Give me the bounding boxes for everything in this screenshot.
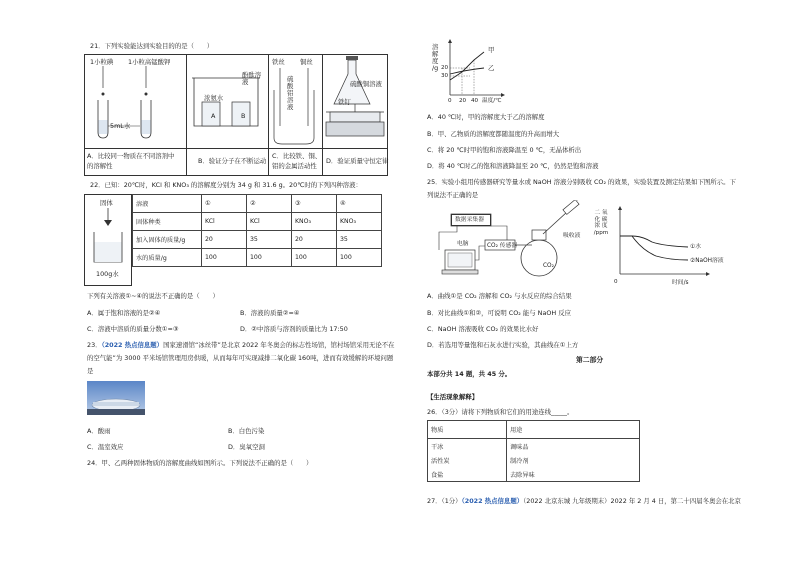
q23-line2: 的空气能”为 3000 平米场馆管理用房供暖，从而每年可实现减排二氧化碳 160吨，进而有效缓解的环境问题 bbox=[87, 354, 394, 362]
apparatus-gas: CO₂ bbox=[543, 263, 554, 269]
apparatus-sensor: CO₂ 传感器 bbox=[487, 243, 518, 249]
table-cell: 活性炭 bbox=[428, 453, 507, 467]
fig-c-copper: 铜丝 bbox=[300, 58, 313, 66]
q23-tag: （2022 热点信息题） bbox=[101, 341, 164, 349]
table-cell: 去除异味 bbox=[507, 467, 640, 482]
fig-a-label-water: 5mL水 bbox=[110, 122, 131, 130]
apparatus-collector: 数据采集器 bbox=[455, 217, 484, 223]
q24-stem: 24．甲、乙两种固体物质的溶解度曲线如图所示。下列说法不正确的是（ ） bbox=[87, 459, 313, 467]
q23-option-a: A．酸雨 bbox=[87, 427, 111, 435]
table-cell: 固体种类 bbox=[133, 213, 202, 231]
ylabel-char: 化 bbox=[594, 216, 601, 223]
table-cell: 制冷剂 bbox=[507, 453, 640, 467]
table-cell: ① bbox=[202, 195, 247, 213]
table-cell: KNO₃ bbox=[337, 213, 382, 231]
q21-option-d: D．验证质量守恒定律 bbox=[326, 157, 389, 165]
syringe-icon bbox=[563, 200, 579, 214]
q23-line3: 是 bbox=[87, 367, 94, 375]
series-label-jia: 甲 bbox=[488, 46, 495, 54]
q22-option-a: A．属于饱和溶液的是②④ bbox=[87, 309, 161, 317]
q25-option-a: A．曲线①是 CO₂ 溶解和 CO₂ 与水反应的综合结果 bbox=[427, 292, 572, 300]
chart2-xlabel: 时间/s bbox=[672, 280, 689, 286]
table-cell: ④ bbox=[337, 195, 382, 213]
apparatus-computer: 电脑 bbox=[457, 241, 469, 247]
fig-b-phenol: 酚酞溶液 bbox=[242, 71, 262, 86]
q27-text: （2022 北京东城 九年级期末）2022 年 2 月 4 日，第二十四届冬奥会在北京 bbox=[523, 497, 741, 505]
table-cell: KCl bbox=[202, 213, 247, 231]
q23-option-c: C．温室效应 bbox=[87, 443, 124, 451]
q22-option-d: D．②中溶质与溶剂的质量比为 17:50 bbox=[240, 325, 348, 333]
fig-c-solution: 硫酸铝溶液 bbox=[287, 75, 294, 111]
q21-option-c-line2: 铝的金属活动性 bbox=[272, 162, 317, 170]
table-row bbox=[133, 213, 382, 231]
chart2-origin: 0 bbox=[614, 279, 618, 285]
q27-line bbox=[427, 497, 741, 505]
y-axis-arrow bbox=[618, 206, 622, 210]
table-cell: 食盐 bbox=[428, 467, 507, 482]
table-row bbox=[133, 195, 382, 213]
y-axis-arrow bbox=[448, 39, 452, 43]
fig-d-cuso4: 硫酸铜溶液 bbox=[350, 80, 382, 88]
ylabel-char: 溶 bbox=[432, 43, 439, 51]
table-cell: KNO₃ bbox=[292, 213, 337, 231]
series-label-naoh: ②NaOH溶液 bbox=[690, 258, 724, 264]
fig-b-ammonia: 浓氨水 bbox=[204, 94, 224, 102]
q22-fig-solid: 固体 bbox=[100, 199, 113, 207]
table-cell: 20 bbox=[202, 231, 247, 249]
table-cell: 35 bbox=[337, 231, 382, 249]
series-label-water: ①水 bbox=[690, 244, 701, 250]
x-axis-arrow bbox=[706, 272, 710, 276]
q21-stem: 21．下列实验能达到实验目的的是（ ） bbox=[90, 42, 214, 50]
table-cell: 水的质量/g bbox=[133, 249, 202, 267]
q22-table bbox=[132, 194, 382, 267]
table-cell: 加入固体的质量/g bbox=[133, 231, 202, 249]
ylabel-char: /ppm bbox=[593, 229, 609, 236]
fig-d-balance bbox=[322, 54, 388, 148]
q22-option-c: C．溶液中溶质的质量分数①=③ bbox=[87, 325, 179, 333]
part2-title: 第二部分 bbox=[576, 356, 604, 364]
part2-section: 【生活现象解释】 bbox=[427, 393, 479, 401]
fig-a-test-tubes bbox=[84, 54, 186, 148]
table-cell: 调味品 bbox=[507, 439, 640, 454]
table-row bbox=[428, 439, 640, 454]
q21-option-b: B．验证分子在不断运动 bbox=[198, 157, 267, 165]
table-cell: ③ bbox=[292, 195, 337, 213]
chart1-xtick-0: 0 bbox=[448, 98, 452, 104]
q25-stem-line1: 25．实验小组用传感器研究等量水或 NaOH 溶液分别吸收 CO₂ 的效果，实验装置及测定结果如下图所示。下 bbox=[427, 178, 736, 186]
table-cell: 溶液 bbox=[133, 195, 202, 213]
fig-c-iron: 铁丝 bbox=[272, 58, 285, 66]
q23-stadium-photo bbox=[87, 381, 145, 415]
series-line-naoh bbox=[620, 236, 688, 260]
chart1-ytick-20: 20 bbox=[441, 65, 449, 71]
fig-a-label-kmno4: 1小粒高锰酸钾 bbox=[128, 58, 171, 66]
q24-option-d: D．将 40 ℃时乙的饱和溶液降温至 20 ℃，仍然是饱和溶液 bbox=[427, 162, 599, 170]
fig-a-label-iodine: 1小粒碘 bbox=[90, 58, 114, 66]
apparatus-absorbent: 吸收液 bbox=[563, 233, 581, 239]
q21-option-c-line1: C．比较铁、铜、 bbox=[272, 152, 322, 160]
chart1-xtick-40: 40 bbox=[471, 98, 479, 104]
table-row bbox=[428, 453, 640, 467]
series-label-yi: 乙 bbox=[488, 64, 495, 72]
table-cell: 用途 bbox=[507, 421, 640, 439]
ylabel-char: 解 bbox=[432, 50, 439, 58]
q22-fig-water: 100g水 bbox=[96, 270, 119, 278]
q22-option-b: B．溶液的质量②=④ bbox=[240, 309, 300, 317]
q21-divider bbox=[84, 148, 388, 149]
series-line-water bbox=[620, 236, 688, 247]
chart1-ylabel bbox=[432, 44, 440, 72]
q24-option-c: C．将 20 ℃时甲的饱和溶液降温至 0 ℃，无晶体析出 bbox=[427, 146, 582, 154]
table-row bbox=[428, 467, 640, 482]
q23-option-d: D．臭氧空洞 bbox=[228, 443, 265, 451]
ylabel-char: 氧 bbox=[601, 210, 608, 216]
q27-num: 27．（1分） bbox=[427, 497, 462, 505]
ylabel-char: /g bbox=[432, 64, 439, 72]
ylabel-char: 浓 bbox=[594, 223, 601, 229]
table-row bbox=[133, 249, 382, 267]
chart2-ylabel bbox=[591, 210, 611, 236]
ylabel-char: 度 bbox=[601, 223, 608, 229]
table-cell: 20 bbox=[292, 231, 337, 249]
table-cell: ② bbox=[247, 195, 292, 213]
table-row bbox=[428, 421, 640, 439]
table-cell: 物质 bbox=[428, 421, 507, 439]
table-cell: 100 bbox=[337, 249, 382, 267]
chart1-xlabel: 温度/℃ bbox=[482, 98, 502, 104]
q23-option-b: B．白色污染 bbox=[228, 427, 265, 435]
q23-text1: 国家速滑馆“冰丝带”是北京 2022 年冬奥会的标志性场馆，馆村场馆采用无论不在 bbox=[163, 341, 395, 349]
flask-icon bbox=[521, 240, 557, 276]
q23-line1 bbox=[87, 341, 395, 349]
q24-option-a: A．40 ℃时，甲的溶解度大于乙的溶解度 bbox=[427, 113, 545, 121]
fig-b-beakers bbox=[186, 54, 268, 148]
table-cell: 干冰 bbox=[428, 439, 507, 454]
q22-question: 下列有关溶液①~④的说法不正确的是（ ） bbox=[87, 292, 219, 300]
q25-option-c: C．NaOH 溶液吸收 CO₂ 的效果比水好 bbox=[427, 325, 539, 333]
q26-table bbox=[427, 420, 640, 482]
ylabel-char: 度 bbox=[432, 57, 439, 65]
q26-stem: 26．（3分）请将下列物质和它们的用途连线_____。 bbox=[427, 408, 574, 416]
q22-stem: 22．已知：20℃时，KCl 和 KNO₃ 的溶解度分别为 34 g 和 31.6 g。20℃时的下列四种溶液： bbox=[90, 181, 362, 189]
chart1-ytick-30: 30 bbox=[441, 73, 449, 79]
q25-option-d: D．若选用等量饱和石灰水进行实验，其曲线在①上方 bbox=[427, 341, 579, 349]
x-axis-arrow bbox=[501, 93, 505, 97]
ylabel-char: 二 bbox=[594, 210, 601, 216]
fig-b-label-b: B bbox=[241, 112, 246, 120]
chart1-xtick-20: 20 bbox=[459, 98, 467, 104]
ylabel-char: 碳 bbox=[601, 216, 608, 223]
series-line-yi bbox=[450, 68, 484, 74]
fig-b-label-a: A bbox=[211, 112, 216, 120]
q23-num: 23． bbox=[87, 341, 102, 349]
table-cell: 35 bbox=[247, 231, 292, 249]
q21-option-a-line2: 的溶解性 bbox=[87, 162, 113, 170]
q21-option-a-line1: A．比较同一物质在不同溶剂中 bbox=[87, 152, 175, 160]
q25-option-b: B．对比曲线①和②，可说明 CO₂ 能与 NaOH 反应 bbox=[427, 309, 572, 317]
fig-c-test-tube bbox=[268, 54, 322, 148]
table-row bbox=[133, 231, 382, 249]
q24-option-b: B．甲、乙物质的溶解度都随温度的升高而增大 bbox=[427, 130, 560, 138]
q25-stem-line2: 列说法不正确的是 bbox=[427, 191, 479, 199]
table-cell: 100 bbox=[202, 249, 247, 267]
table-cell: 100 bbox=[292, 249, 337, 267]
table-cell: 100 bbox=[247, 249, 292, 267]
fig-d-nail: 铁钉 bbox=[338, 98, 351, 106]
table-cell: KCl bbox=[247, 213, 292, 231]
q27-tag: （2022 热点信息题） bbox=[461, 497, 524, 505]
part2-info: 本部分共 14 题，共 45 分。 bbox=[427, 370, 512, 378]
